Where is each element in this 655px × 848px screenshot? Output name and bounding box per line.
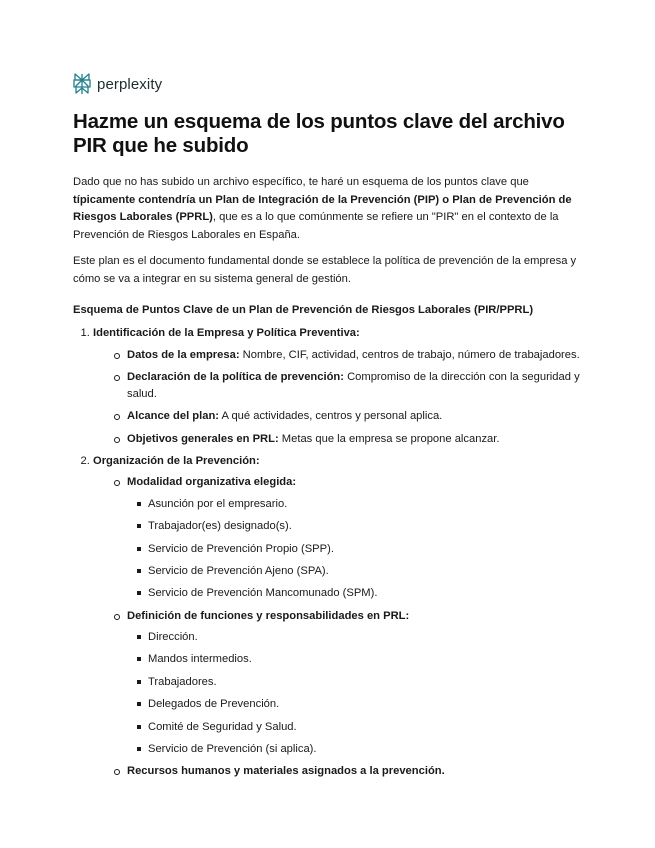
list-item [114,369,593,404]
item-text: Nombre, CIF, actividad, centros de trabajo, número de trabajadores. [239,348,580,361]
nested-list-item: Mandos intermedios. [137,651,593,668]
outline-heading: Organización de la Prevención: [93,454,260,467]
outline-list [73,325,593,781]
item-label: Objetivos generales en PRL: [127,432,279,445]
nested-list-item: Trabajador(es) designado(s). [137,518,593,535]
nested-list-item: Comité de Seguridad y Salud. [137,719,593,736]
nested-list-item: Servicio de Prevención Mancomunado (SPM). [137,585,593,602]
outline-item [93,325,593,448]
nested-list-item: Dirección. [137,629,593,646]
item-label: Datos de la empresa: [127,348,240,361]
body-paragraph: Este plan es el documento fundamental donde se establece la política de prevención de la empresa y cómo se va a integrar en su sistema general de gestión. [73,255,577,285]
outline-item [93,453,593,781]
sub-list [93,474,593,780]
item-label: Recursos humanos y materiales asignados a la prevención. [127,765,445,778]
list-item [114,608,593,758]
nested-list-item: Servicio de Prevención Propio (SPP). [137,541,593,558]
item-text: A qué actividades, centros y personal aplica. [219,410,443,423]
document-page [73,72,593,786]
list-item [114,474,593,602]
perplexity-logo-icon [73,73,91,95]
intro-bold: típicamente contendría un Plan de Integración de la Prevención (PIP) o Plan de Prevención de Riesgos Laborales (PPRL) [73,193,572,223]
item-label: Declaración de la política de prevención: [127,370,344,383]
nested-list-item: Trabajadores. [137,674,593,691]
section-title: Esquema de Puntos Clave de un Plan de Prevención de Riesgos Laborales (PIR/PPRL) [73,304,534,316]
nested-list-item: Servicio de Prevención Ajeno (SPA). [137,563,593,580]
nested-list-item: Delegados de Prevención. [137,696,593,713]
page-title: Hazme un esquema de los puntos clave del archivo PIR que he subido [73,110,565,157]
intro-text-end: , que es a lo que comúnmente se refiere un "PIR" en el contexto de la Prevención de Riesgos Laborales en España. [73,211,559,241]
outline-heading: Identificación de la Empresa y Política Preventiva: [93,327,360,339]
intro-paragraph [73,174,593,244]
list-item [114,763,593,780]
nested-list-item: Asunción por el empresario. [137,496,593,513]
brand-name: perplexity [97,75,163,93]
item-text: Metas que la empresa se propone alcanzar. [278,432,500,445]
list-item [114,347,593,364]
nested-list [127,629,593,758]
intro-text-start: Dado que no has subido un archivo específico, te haré un esquema de los puntos clave que [73,176,529,188]
list-item [114,431,593,448]
item-label: Alcance del plan: [127,410,220,423]
nested-list [127,496,593,603]
nested-list-item: Servicio de Prevención (si aplica). [137,741,593,758]
brand-logo [73,72,593,96]
item-label: Definición de funciones y responsabilidades en PRL: [127,609,410,622]
sub-list [93,347,593,448]
list-item [114,408,593,425]
item-text: Compromiso de la dirección con la seguridad y salud. [127,370,580,401]
item-label: Modalidad organizativa elegida: [127,476,297,489]
